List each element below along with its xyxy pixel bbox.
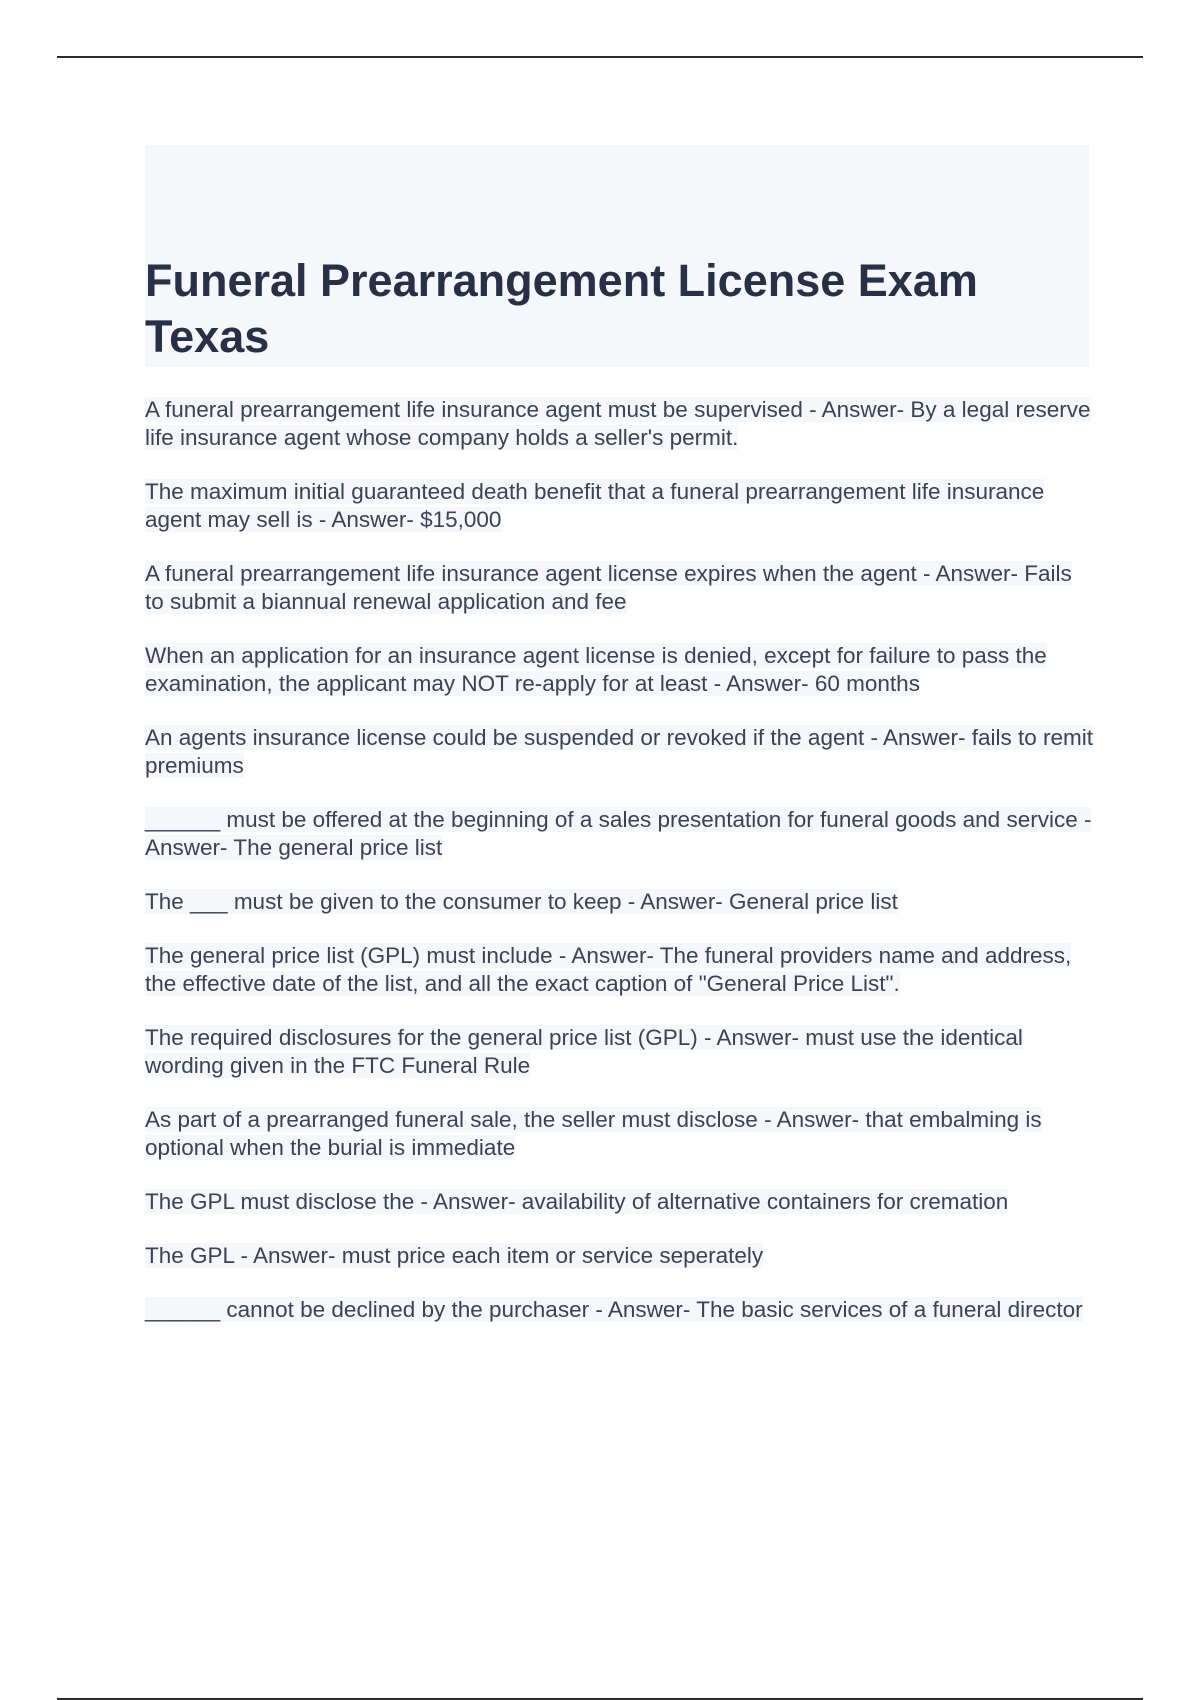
qa-text: The GPL - Answer- must price each item or service seperately <box>145 1243 764 1268</box>
qa-text: When an application for an insurance agent license is denied, except for failure to pass the examination, the applicant may NOT re-apply for at least - Answer- 60 months <box>145 643 1047 696</box>
qa-text: As part of a prearranged funeral sale, the seller must disclose - Answer- that embalming is optional when the burial is immediate <box>145 1107 1042 1160</box>
qa-list <box>145 396 1095 1350</box>
qa-text: The required disclosures for the general price list (GPL) - Answer- must use the identical wording given in the FTC Funeral Rule <box>145 1025 1023 1078</box>
qa-item <box>145 478 1095 534</box>
title-block <box>145 145 1089 367</box>
qa-item <box>145 1106 1095 1162</box>
qa-text: The GPL must disclose the - Answer- availability of alternative containers for cremation <box>145 1189 1009 1214</box>
qa-item <box>145 1296 1095 1324</box>
qa-item <box>145 888 1095 916</box>
qa-item <box>145 724 1095 780</box>
qa-item <box>145 942 1095 998</box>
qa-text: A funeral prearrangement life insurance agent must be supervised - Answer- By a legal reserve life insurance agent whose company holds a seller's permit. <box>145 397 1091 450</box>
qa-text: ______ must be offered at the beginning of a sales presentation for funeral goods and service - Answer- The general price list <box>145 807 1092 860</box>
top-rule <box>57 56 1143 58</box>
qa-text: An agents insurance license could be suspended or revoked if the agent - Answer- fails to remit premiums <box>145 725 1094 778</box>
qa-item <box>145 1188 1095 1216</box>
document-title: Funeral Prearrangement License Exam Texas <box>145 255 978 362</box>
qa-text: The ___ must be given to the consumer to keep - Answer- General price list <box>145 889 898 914</box>
qa-item <box>145 396 1095 452</box>
qa-text: The general price list (GPL) must include - Answer- The funeral providers name and address, the effective date of the list, and all the exact caption of "General Price List". <box>145 943 1072 996</box>
qa-item <box>145 1242 1095 1270</box>
qa-item <box>145 642 1095 698</box>
qa-item <box>145 806 1095 862</box>
qa-text: A funeral prearrangement life insurance agent license expires when the agent - Answer- Fails to submit a biannual renewal application and fee <box>145 561 1072 614</box>
qa-item <box>145 1024 1095 1080</box>
qa-text: ______ cannot be declined by the purchaser - Answer- The basic services of a funeral director <box>145 1297 1083 1322</box>
qa-text: The maximum initial guaranteed death benefit that a funeral prearrangement life insurance agent may sell is - Answer- $15,000 <box>145 479 1045 532</box>
qa-item <box>145 560 1095 616</box>
